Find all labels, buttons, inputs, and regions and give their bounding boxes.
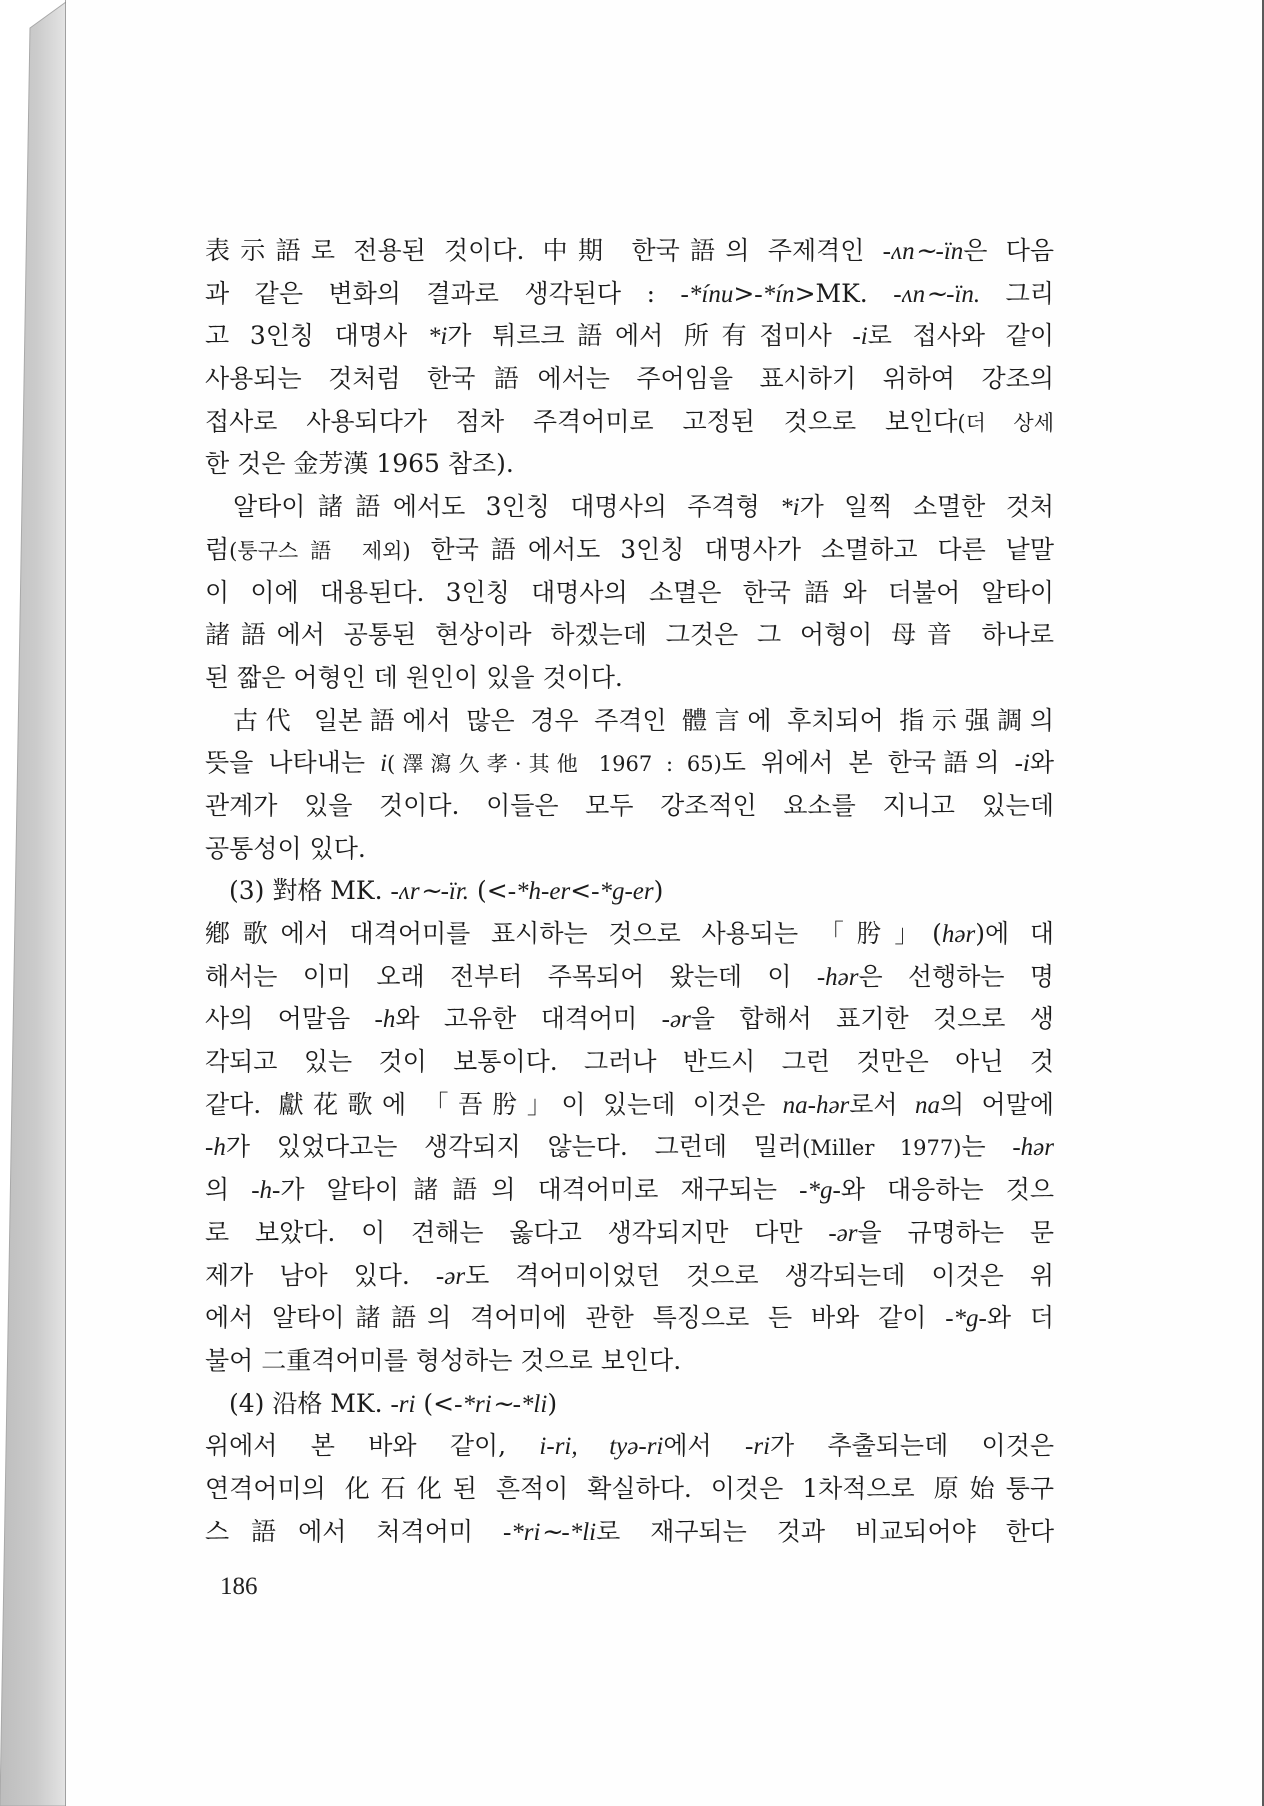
text-line [205,1041,1054,1084]
italic-run: -*ínu [680,280,734,308]
italic-run: -i [852,323,868,351]
text-line [205,401,1054,444]
text-run: 알타이諸語에서도 3인칭 대명사의 주격형 [233,492,781,522]
italic-run: -*ri∼-*li [502,1518,597,1546]
italic-run: -ri [390,1390,416,1418]
text-line [205,1425,1054,1468]
italic-run: -ri [745,1433,771,1461]
text-run: 그리 [980,278,1054,308]
text-run: 와 더 [986,1303,1054,1333]
text-line [205,998,1054,1041]
text-run: 접사로 사용되다가 점차 주격어미로 고정된 것으로 보인다 [205,406,958,436]
text-line [205,1212,1054,1255]
text-run: 의 어말에 [939,1089,1054,1119]
italic-run: -ər [435,1262,466,1290]
paragraph [205,230,1054,486]
italic-run: -ʌn∼-ïn [882,238,964,265]
text-run: 도 격어미이었던 것으로 생각되는데 이것은 위 [465,1260,1054,1290]
text-line [205,1126,1054,1169]
text-line [205,742,1054,785]
text-run: 스語에서 처격어미 [205,1516,503,1546]
section-heading [205,1383,1054,1426]
text-line [205,572,1054,615]
italic-run: na [914,1091,940,1119]
section-heading [205,870,1054,913]
paragraph [205,486,1054,699]
text-run: 가 튀르크語에서 所有접미사 [447,321,853,351]
text-run: 로 접사와 같이 [867,321,1054,351]
italic-run: -ər [661,1006,691,1034]
text-block [205,230,1054,1553]
text-run: 로 재구되는 것과 비교되어야 한다 [596,1516,1054,1546]
text-run: 와 [1029,748,1054,778]
text-run: 을 합해서 표기한 것으로 생 [690,1004,1054,1034]
italic-run: -h [374,1006,396,1034]
text-line [205,913,1054,956]
italic-run: -*ri∼-*li [454,1390,548,1418]
text-run: 된 짧은 어형인 데 원인이 있을 것이다. [205,662,623,692]
text-run: 가 있었다고는 생각되지 않는다. 그런데 밀러 [225,1132,803,1162]
text-run: 과 같은 변화의 결과로 생각된다 : [205,278,681,308]
text-run: 사의 어말음 [205,1004,375,1034]
text-run: )에 대 [975,919,1054,948]
text-run: 뜻을 나타내는 [205,748,381,778]
text-run: < [570,876,592,906]
text-line [205,614,1054,657]
text-run: 의 [205,1175,252,1205]
text-run: 한국語에서도 3인칭 대명사가 소멸하고 다른 낱말 [410,534,1054,564]
text-run: 은 다음 [963,236,1054,265]
text-run: (< [415,1388,455,1418]
text-run: (4) 沿格 MK. [229,1388,391,1418]
text-run: 위에서 본 바와 같이, [205,1431,540,1461]
text-run: 을 규명하는 문 [857,1217,1054,1247]
italic-run: -hər [1012,1134,1054,1162]
small-run: (Miller 1977) [802,1136,962,1161]
text-line [205,443,1054,486]
italic-run: hər [941,921,976,948]
paragraph [205,913,1054,1383]
text-run: ) [653,876,664,906]
text-run: 같다. 獻花歌에 「吾肹」이 있는데 이것은 [205,1089,783,1119]
page-edge [0,0,70,1806]
section [205,1383,1054,1554]
text-run: 도 위에서 본 한국語의 [721,748,1015,778]
text-run: 로 보았다. 이 견해는 옳다고 생각되지만 다만 [205,1217,829,1247]
text-run: 가 일찍 소멸한 것처 [799,492,1054,522]
text-run: 諸語에서 공통된 현상이라 하겠는데 그것은 그 어형이 母音 하나로 [205,620,1054,650]
text-line [205,315,1054,358]
text-line [205,1084,1054,1127]
italic-run: *i [780,494,800,522]
italic-run: -ʌr∼-ïr. [390,878,470,906]
text-line [205,1169,1054,1212]
text-run: 와 고유한 대격어미 [395,1004,662,1034]
text-run: 은 선행하는 명 [858,961,1054,991]
text-line [205,529,1054,572]
text-line [205,700,1054,743]
italic-run: -*g- [945,1305,987,1333]
text-line [205,1297,1054,1340]
text-line [205,785,1054,828]
italic-run: -h [205,1134,226,1162]
text-run: 에서 [663,1431,746,1461]
text-run: 이 이에 대용된다. 3인칭 대명사의 소멸은 한국語와 더불어 알타이 [205,577,1054,607]
italic-run: i-ri, tyə-ri [539,1433,664,1461]
italic-run: -ʌn∼-ïn. [893,280,981,308]
text-run: 고 3인칭 대명사 [205,321,428,351]
text-run: >MK. [794,278,894,308]
text-line [205,828,1054,871]
italic-run: -ər [828,1219,858,1247]
text-run: 해서는 이미 오래 전부터 주목되어 왔는데 이 [205,961,817,991]
text-line [205,1511,1054,1554]
text-line [205,486,1054,529]
italic-run: -hər [816,963,859,991]
page-number: 186 [220,1573,258,1600]
italic-run: -*ín [754,280,795,308]
paragraph [205,1425,1054,1553]
italic-run: -*h-er [507,878,571,906]
text-line [205,657,1054,700]
text-run: 가 추출되는데 이것은 [770,1431,1054,1461]
text-run: 古代 일본語에서 많은 경우 주격인 體言에 후치되어 指示强調의 [233,705,1054,735]
text-run: > [733,278,755,308]
italic-run: -*g-er [591,878,654,906]
text-run: 는 [961,1132,1013,1162]
text-run: 사용되는 것처럼 한국語에서는 주어임을 표시하기 위하여 강조의 [205,364,1054,394]
text-run: 表示語로 전용된 것이다. 中期 한국語의 주제격인 [205,236,883,265]
text-run: ) [547,1388,558,1418]
small-run: (더 상세 [957,410,1054,435]
italic-run: -i [1014,750,1030,778]
text-run: 제가 남아 있다. [205,1260,436,1290]
italic-run: -h- [251,1177,281,1205]
italic-run: na-hər [782,1091,850,1119]
text-run: 불어 二重격어미를 형성하는 것으로 보인다. [205,1345,682,1375]
small-run: (퉁구스語 제외) [229,538,411,563]
text-line [205,358,1054,401]
italic-run: i [380,750,388,778]
text-run: 연격어미의 化石化된 흔적이 확실하다. 이것은 1차적으로 原始퉁구 [205,1473,1054,1503]
text-line [205,1468,1054,1511]
text-run: 각되고 있는 것이 보통이다. 그러나 반드시 그런 것만은 아닌 것 [205,1047,1054,1077]
small-run: (澤瀉久孝·其他 1967 : 65) [387,752,722,777]
text-line [205,273,1054,316]
text-run: 가 알타이諸語의 대격어미로 재구되는 [280,1175,800,1205]
italic-run: *i [427,323,448,351]
text-run: 에서 알타이諸語의 격어미에 관한 특징으로 든 바와 같이 [205,1303,946,1333]
text-line [205,956,1054,999]
text-run: 鄕歌에서 대격어미를 표시하는 것으로 사용되는 「肹」( [205,919,942,948]
text-line [205,1340,1054,1383]
italic-run: -*g- [799,1177,841,1205]
text-run: 관계가 있을 것이다. 이들은 모두 강조적인 요소를 지니고 있는데 [205,790,1054,820]
paragraph [205,700,1054,871]
text-run: 럼 [205,534,230,564]
text-line [205,1255,1054,1298]
section [205,870,1054,1382]
text-run: 공통성이 있다. [205,833,366,863]
text-run: 로서 [849,1089,915,1119]
text-run: 와 대응하는 것으 [840,1175,1054,1205]
text-run: 한 것은 金芳漢 1965 참조). [205,449,514,479]
text-line [205,230,1054,273]
text-run: (< [469,876,508,906]
text-run: (3) 對格 MK. [229,876,391,906]
